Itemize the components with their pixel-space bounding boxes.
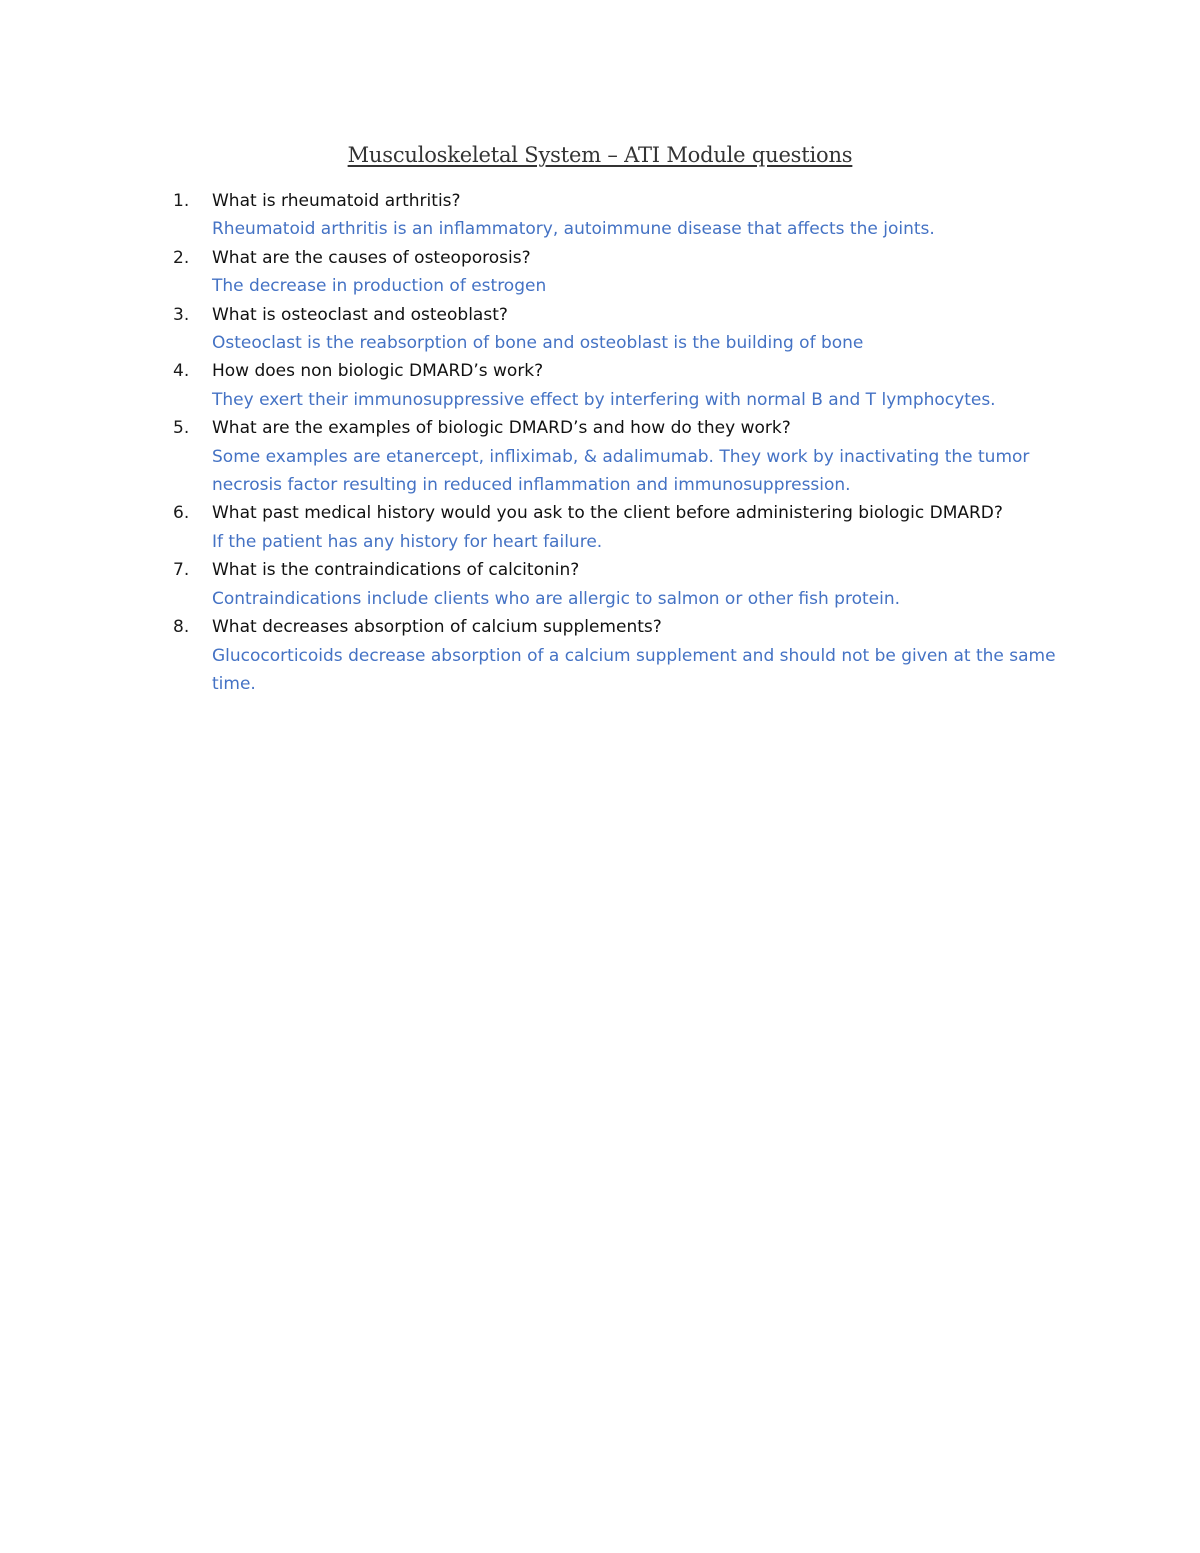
list-item — [173, 244, 1073, 301]
item-number: 4. — [173, 361, 190, 382]
item-number: 1. — [173, 191, 190, 211]
question-list — [173, 187, 1073, 698]
answer-text: Some examples are etanercept, infliximab, & adalimumab. They work by inactivating the tumor necrosis factor resulting in reduced inflammation and immunosuppression. — [212, 446, 1030, 496]
answer-text: The decrease in production of estrogen — [212, 276, 547, 297]
list-item — [173, 301, 1073, 358]
item-number: 3. — [173, 304, 190, 325]
question-text: What is osteoclast and osteoblast? — [212, 304, 508, 325]
item-number: 8. — [173, 617, 190, 638]
document-title: Musculoskeletal System – ATI Module questions — [347, 143, 853, 167]
question-text: What past medical history would you ask to the client before administering biologic DMARD? — [212, 503, 1003, 524]
question-text: What decreases absorption of calcium supplements? — [212, 617, 662, 638]
list-item — [173, 187, 1073, 244]
answer-text: Contraindications include clients who are allergic to salmon or other fish protein. — [212, 588, 900, 609]
item-number: 5. — [173, 418, 190, 439]
answer-text: Glucocorticoids decrease absorption of a calcium supplement and should not be given at the same time. — [212, 645, 1056, 694]
list-item — [173, 556, 1073, 613]
list-item — [173, 357, 1073, 414]
answer-text: Osteoclast is the reabsorption of bone and osteoblast is the building of bone — [212, 333, 864, 354]
list-item — [173, 414, 1073, 499]
answer-text: Rheumatoid arthritis is an inflammatory, autoimmune disease that affects the joints. — [212, 219, 935, 240]
answer-text: They exert their immunosuppressive effect by interfering with normal B and T lymphocytes. — [212, 389, 996, 410]
question-text: What are the causes of osteoporosis? — [212, 247, 531, 268]
answer-text: If the patient has any history for heart failure. — [212, 531, 603, 552]
question-text: What is rheumatoid arthritis? — [212, 191, 461, 211]
question-text: How does non biologic DMARD’s work? — [212, 361, 544, 382]
item-number: 7. — [173, 560, 190, 581]
list-item — [173, 613, 1073, 698]
item-number: 6. — [173, 503, 190, 524]
item-number: 2. — [173, 247, 190, 268]
question-text: What is the contraindications of calcitonin? — [212, 560, 580, 581]
question-text: What are the examples of biologic DMARD’s and how do they work? — [212, 418, 791, 439]
list-item — [173, 499, 1073, 556]
